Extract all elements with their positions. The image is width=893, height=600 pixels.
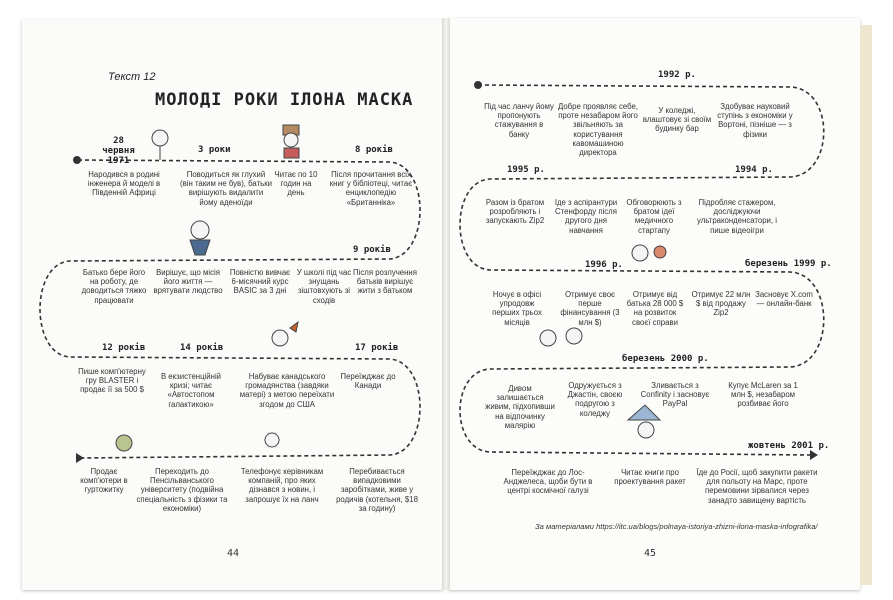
heading-1994: 1994 р.	[735, 165, 773, 175]
event-ultracapacitors: Підробляє стажером, досліджуючи ультраконденсатори, і пише відеоігри	[697, 198, 777, 235]
heading-1992: 1992 р.	[658, 70, 696, 80]
event-los-angeles: Переїжджає до Лос-Анджелеса, щоби бути в центрі космічної галузі	[503, 468, 593, 496]
event-malaria: Дивом залишається живим, підхопивши на відпочинку малярію	[485, 384, 555, 430]
page-number-left: 44	[227, 548, 240, 559]
event-medical-startup: Обговорюють з братом ідеї медичного стартапу	[626, 198, 682, 235]
heading-8-years: 8 років	[355, 145, 393, 155]
event-reads-10h: Читає по 10 годин на день	[274, 170, 318, 198]
event-zip2: Разом із братом розробляють і запускають Zip2	[485, 198, 545, 226]
event-office-nights: Ночує в офісі упродовж перших трьох місяців	[492, 290, 542, 327]
text-label: Текст 12	[108, 71, 156, 83]
event-father-work: Батько бере його на роботу, де доводиться тяжко працювати	[81, 268, 147, 305]
event-citizenship: Набуває канадського громадянства (завдяки матері) з метою переїхати згодом до США	[239, 372, 335, 409]
event-father-28000: Отримує від батька 28 000 $ на розвиток своєї справи	[626, 290, 684, 327]
event-born: Народився в родині інженера й моделі в Південній Африці	[87, 170, 161, 198]
heading-1996: 1996 р.	[585, 260, 623, 270]
event-russia-rockets: Їде до Росії, щоб закупити ракети для польоту на Марс, проте перемовини зірвалися через занадто завищену вартість	[696, 468, 818, 505]
page-title: МОЛОДІ РОКИ ІЛОНА МАСКА	[155, 90, 414, 110]
heading-3-years: 3 роки	[198, 145, 231, 155]
event-mission: Вирішує, що місія його життя — врятувати людство	[153, 268, 223, 296]
event-blaster: Пише комп'ютерну гру BLASTER і продає її за 500 $	[78, 367, 146, 395]
event-first-funding: Отримує своє перше фінансування (3 млн $)	[560, 290, 620, 327]
event-live-father: Після розлучення батьків вирішує жити з батьком	[353, 268, 417, 296]
event-mclaren: Купує McLaren за 1 млн $, незабаром розбиває його	[728, 381, 798, 409]
event-wharton: Здобуває науковий ступінь з економіки у Вортоні, пізніше — з фізики	[717, 102, 793, 139]
event-odd-jobs: Перебивається випадковими заробітками, живе у родичів (котельня, $18 за годину)	[336, 467, 418, 513]
event-canada: Переїжджає до Канади	[340, 372, 396, 391]
heading-march-2000: березень 2000 р.	[622, 354, 709, 364]
event-xcom: Засновує X.com — онлайн-банк	[755, 290, 813, 309]
event-college-bar: У коледжі, влаштовує зі своїм будинку бар	[642, 106, 712, 134]
heading-march-1999: березень 1999 р.	[745, 259, 832, 269]
event-pennsylvania: Переходить до Пенсільванського університету (подвійна спеціальність з фізики та економіки)	[136, 467, 228, 513]
heading-28-june-1971: 28 червня 1971	[102, 136, 135, 166]
heading-12-years: 12 років	[102, 343, 146, 353]
event-stanford: Іде з аспірантури Стенфорду після другого дня навчання	[554, 198, 618, 235]
event-britannica: Після прочитання всіх книг у бібліотеці, читає енциклопедію «Британніка»	[329, 170, 413, 207]
event-coffee-machine: Добре проявляє себе, проте незабаром його звільняють за користування кавомашиною директора	[557, 102, 639, 158]
event-basic: Повністю вивчає 6-місячний курс BASIC за 3 дні	[229, 268, 291, 296]
event-rocket-books: Читає книги про проектування ракет	[614, 468, 686, 487]
event-zip2-sale: Отримує 22 млн $ від продажу Zip2	[691, 290, 751, 318]
event-crisis: В екзистенційній кризі; читає «Автостопом галактикою»	[160, 372, 222, 409]
source-note: За матеріалами https://itc.ua/blogs/polnaya-istoriya-zhizni-ilona-maska-infografika/	[535, 522, 818, 531]
page-number-right: 45	[644, 548, 657, 559]
event-bullied: У школі під час знущань зіштовхують зі сходів	[296, 268, 352, 305]
event-marries-justine: Одружується з Джастін, своєю подругою з коледжу	[567, 381, 623, 418]
event-paypal: Зливається з Confinity і засновує PayPal	[640, 381, 710, 409]
heading-14-years: 14 років	[180, 343, 224, 353]
heading-17-years: 17 років	[355, 343, 399, 353]
heading-1995: 1995 р.	[507, 165, 545, 175]
event-sells-computers: Продає комп'ютери в гуртожитку	[80, 467, 128, 495]
heading-9-years: 9 років	[353, 245, 391, 255]
event-deaf: Поводиться як глухий (він таким не був), батьки вирішують видалити йому аденоїди	[180, 170, 272, 207]
heading-october-2001: жовтень 2001 р.	[748, 441, 830, 451]
event-calls-ceos: Телефонує керівникам компаній, про яких дізнався з новин, і запрошує їх на ланч	[240, 467, 324, 504]
event-internship: Під час ланчу йому пропонують стажування в банку	[484, 102, 554, 139]
